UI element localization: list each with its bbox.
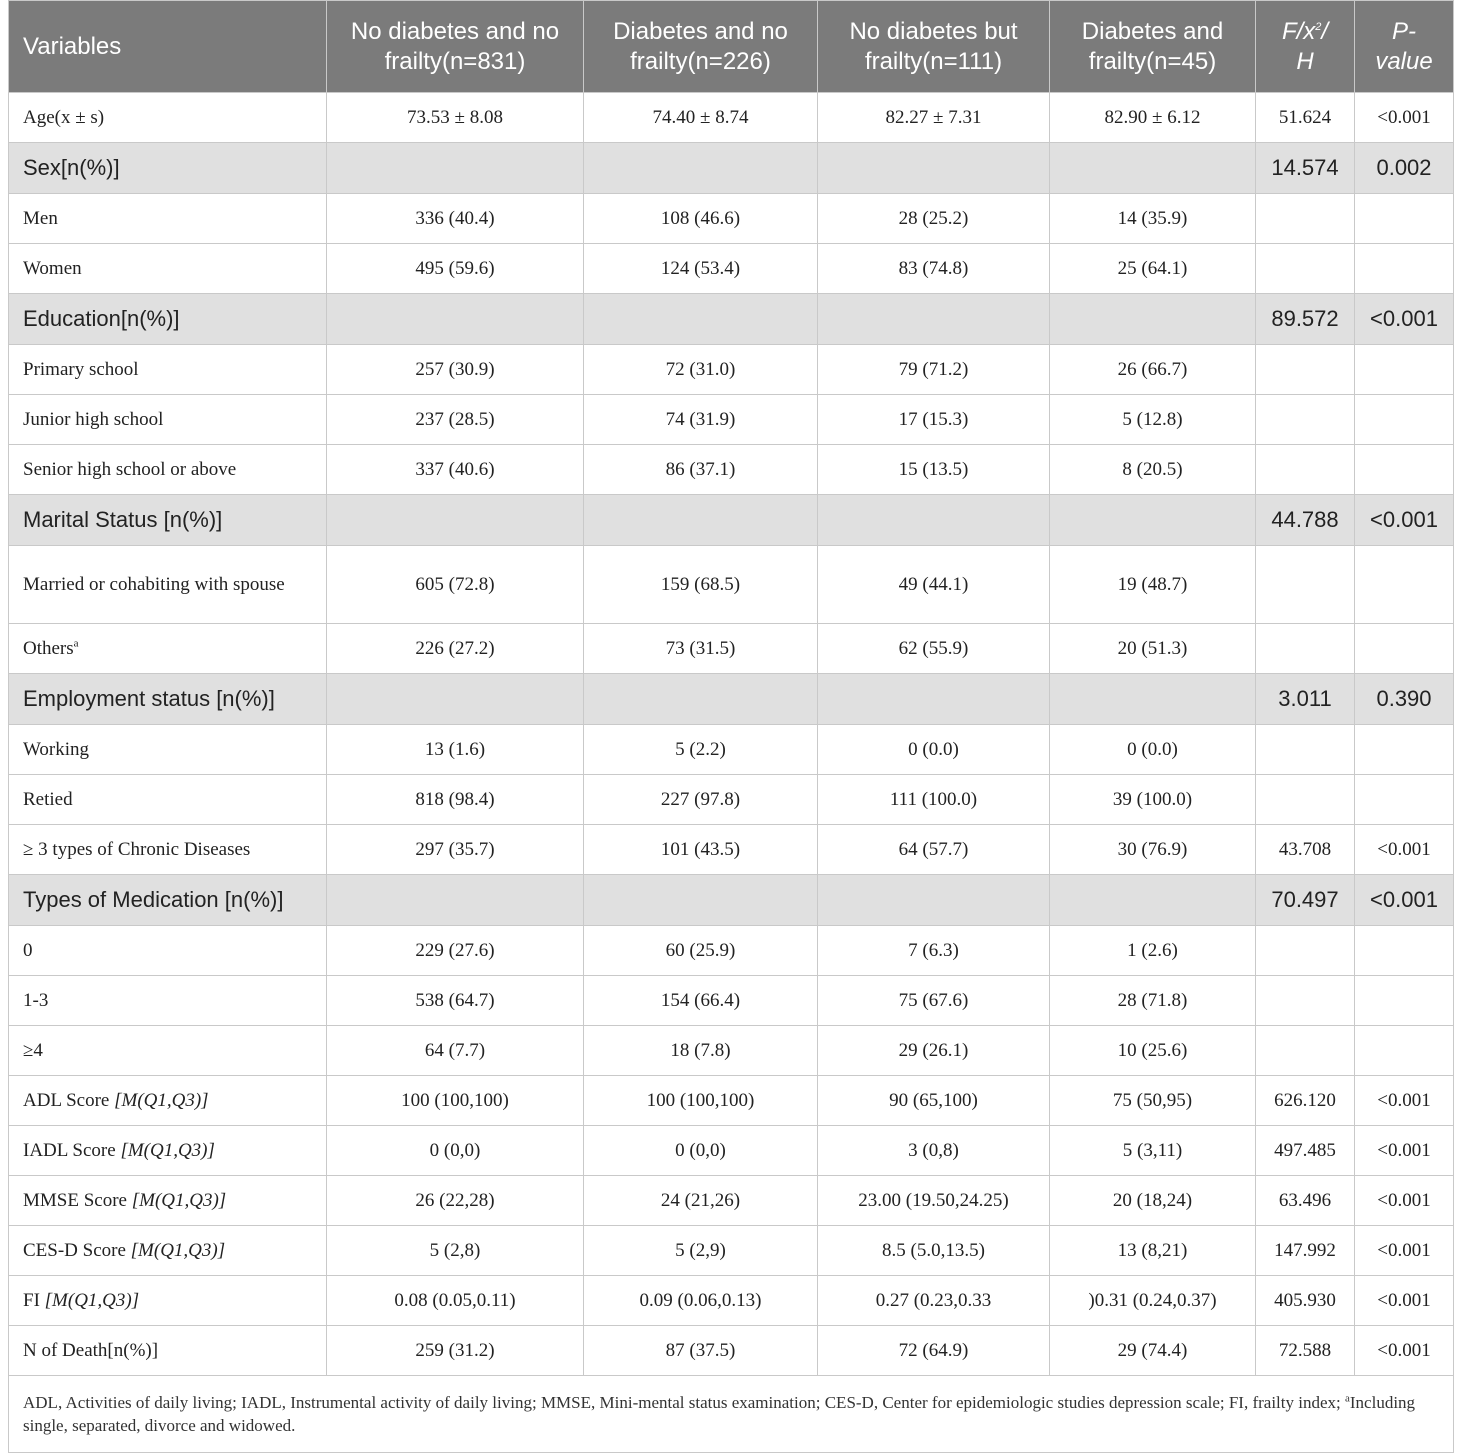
cell-g1: 100 (100,100) bbox=[327, 1076, 584, 1126]
cell-g1: 337 (40.6) bbox=[327, 445, 584, 495]
row-label: Working bbox=[9, 725, 327, 775]
cell-pvalue: <0.001 bbox=[1355, 1276, 1454, 1326]
cell-stat: 626.120 bbox=[1256, 1076, 1355, 1126]
table-row bbox=[9, 244, 1454, 294]
cell-stat: 43.708 bbox=[1256, 825, 1355, 875]
cell-g4: 20 (51.3) bbox=[1050, 624, 1256, 674]
table-row bbox=[9, 1176, 1454, 1226]
cell-pvalue: <0.001 bbox=[1355, 495, 1454, 546]
row-label: Others$^a$ bbox=[9, 624, 327, 674]
cell-g3: 15 (13.5) bbox=[818, 445, 1050, 495]
cell-g3: 83 (74.8) bbox=[818, 244, 1050, 294]
cell-g1: 237 (28.5) bbox=[327, 395, 584, 445]
cell-g3: 64 (57.7) bbox=[818, 825, 1050, 875]
cell-stat: 51.624 bbox=[1256, 93, 1355, 143]
table-container bbox=[8, 0, 1453, 1453]
cell-g4: 8 (20.5) bbox=[1050, 445, 1256, 495]
footnote: ADL, Activities of daily living; IADL, Instrumental activity of daily living; MMSE, Mini-mental status examination; CES-D, Center for epidemiologic studies depression scale; FI, frailty index; $^a$Including single, separated, divorce and widowed. bbox=[9, 1376, 1454, 1453]
row-label: IADL Score [M(Q1,Q3)] bbox=[9, 1126, 327, 1176]
table-row bbox=[9, 1326, 1454, 1376]
cell-g3: 62 (55.9) bbox=[818, 624, 1050, 674]
section-label: Employment status [n(%)] bbox=[9, 674, 327, 725]
cell-g3: 49 (44.1) bbox=[818, 546, 1050, 624]
cell-g3: 8.5 (5.0,13.5) bbox=[818, 1226, 1050, 1276]
row-label: Married or cohabiting with spouse bbox=[9, 546, 327, 624]
cell-stat: 405.930 bbox=[1256, 1276, 1355, 1326]
cell-g4: 28 (71.8) bbox=[1050, 976, 1256, 1026]
cell-g2: 74.40 ± 8.74 bbox=[584, 93, 818, 143]
table-row bbox=[9, 194, 1454, 244]
table-row bbox=[9, 926, 1454, 976]
cell-g2: 0.09 (0.06,0.13) bbox=[584, 1276, 818, 1326]
footnote-row bbox=[9, 1376, 1454, 1453]
cell-g1: 538 (64.7) bbox=[327, 976, 584, 1026]
cell-g2: 24 (21,26) bbox=[584, 1176, 818, 1226]
row-label: Senior high school or above bbox=[9, 445, 327, 495]
cell-stat: 44.788 bbox=[1256, 495, 1355, 546]
cell-g2: 5 (2.2) bbox=[584, 725, 818, 775]
row-label: MMSE Score [M(Q1,Q3)] bbox=[9, 1176, 327, 1226]
section-row bbox=[9, 143, 1454, 194]
table-row bbox=[9, 976, 1454, 1026]
cell-g1: 0 (0,0) bbox=[327, 1126, 584, 1176]
row-label: 1-3 bbox=[9, 976, 327, 1026]
cell-g2: 5 (2,9) bbox=[584, 1226, 818, 1276]
cell-g4: 82.90 ± 6.12 bbox=[1050, 93, 1256, 143]
cell-pvalue: <0.001 bbox=[1355, 1326, 1454, 1376]
cell-stat: 72.588 bbox=[1256, 1326, 1355, 1376]
cell-g2: 74 (31.9) bbox=[584, 395, 818, 445]
cell-g1: 605 (72.8) bbox=[327, 546, 584, 624]
cell-stat: 89.572 bbox=[1256, 294, 1355, 345]
cell-g2: 100 (100,100) bbox=[584, 1076, 818, 1126]
cell-pvalue: 0.002 bbox=[1355, 143, 1454, 194]
cell-g3: 0.27 (0.23,0.33 bbox=[818, 1276, 1050, 1326]
row-label: Retied bbox=[9, 775, 327, 825]
cell-g1: 73.53 ± 8.08 bbox=[327, 93, 584, 143]
section-row bbox=[9, 495, 1454, 546]
cell-g4: 39 (100.0) bbox=[1050, 775, 1256, 825]
cell-g3: 90 (65,100) bbox=[818, 1076, 1050, 1126]
row-label: ≥ 3 types of Chronic Diseases bbox=[9, 825, 327, 875]
cell-g1: 226 (27.2) bbox=[327, 624, 584, 674]
table-row bbox=[9, 1276, 1454, 1326]
row-label: ADL Score [M(Q1,Q3)] bbox=[9, 1076, 327, 1126]
cell-g4: 0 (0.0) bbox=[1050, 725, 1256, 775]
cell-g4: 30 (76.9) bbox=[1050, 825, 1256, 875]
row-label: Primary school bbox=[9, 345, 327, 395]
table-row bbox=[9, 395, 1454, 445]
cell-g1: 336 (40.4) bbox=[327, 194, 584, 244]
cell-stat: 14.574 bbox=[1256, 143, 1355, 194]
cell-g3: 111 (100.0) bbox=[818, 775, 1050, 825]
header-statistic: $F/x^2/$ H bbox=[1256, 1, 1355, 93]
cell-g3: 29 (26.1) bbox=[818, 1026, 1050, 1076]
cell-stat: 147.992 bbox=[1256, 1226, 1355, 1276]
row-label: Junior high school bbox=[9, 395, 327, 445]
cell-g4: 75 (50,95) bbox=[1050, 1076, 1256, 1126]
section-row bbox=[9, 294, 1454, 345]
cell-g1: 297 (35.7) bbox=[327, 825, 584, 875]
cell-g3: 72 (64.9) bbox=[818, 1326, 1050, 1376]
cell-g1: 257 (30.9) bbox=[327, 345, 584, 395]
cell-g3: 82.27 ± 7.31 bbox=[818, 93, 1050, 143]
cell-pvalue: <0.001 bbox=[1355, 1226, 1454, 1276]
cell-pvalue: <0.001 bbox=[1355, 93, 1454, 143]
cell-pvalue: <0.001 bbox=[1355, 294, 1454, 345]
cell-stat: 3.011 bbox=[1256, 674, 1355, 725]
cell-g2: 159 (68.5) bbox=[584, 546, 818, 624]
table-row bbox=[9, 546, 1454, 624]
cell-g1: 64 (7.7) bbox=[327, 1026, 584, 1076]
cell-g2: 72 (31.0) bbox=[584, 345, 818, 395]
row-label: ≥4 bbox=[9, 1026, 327, 1076]
cell-g4: 19 (48.7) bbox=[1050, 546, 1256, 624]
table-row bbox=[9, 345, 1454, 395]
section-label: Marital Status [n(%)] bbox=[9, 495, 327, 546]
cell-stat: 70.497 bbox=[1256, 875, 1355, 926]
cell-g3: 0 (0.0) bbox=[818, 725, 1050, 775]
cell-pvalue: <0.001 bbox=[1355, 875, 1454, 926]
table-row bbox=[9, 775, 1454, 825]
cell-pvalue: 0.390 bbox=[1355, 674, 1454, 725]
section-label: Education[n(%)] bbox=[9, 294, 327, 345]
table-row bbox=[9, 445, 1454, 495]
cell-g3: 28 (25.2) bbox=[818, 194, 1050, 244]
cell-g2: 87 (37.5) bbox=[584, 1326, 818, 1376]
cell-pvalue: <0.001 bbox=[1355, 825, 1454, 875]
cell-g3: 79 (71.2) bbox=[818, 345, 1050, 395]
cell-g3: 7 (6.3) bbox=[818, 926, 1050, 976]
header-row bbox=[9, 1, 1454, 93]
table-row bbox=[9, 725, 1454, 775]
cell-g1: 0.08 (0.05,0.11) bbox=[327, 1276, 584, 1326]
cell-g1: 259 (31.2) bbox=[327, 1326, 584, 1376]
cell-stat: 63.496 bbox=[1256, 1176, 1355, 1226]
row-label: CES-D Score [M(Q1,Q3)] bbox=[9, 1226, 327, 1276]
header-no-diabetes-frailty: No diabetes but frailty(n=111) bbox=[818, 1, 1050, 93]
cell-g4: 26 (66.7) bbox=[1050, 345, 1256, 395]
table-row bbox=[9, 1126, 1454, 1176]
section-label: Types of Medication [n(%)] bbox=[9, 875, 327, 926]
row-label: 0 bbox=[9, 926, 327, 976]
cell-g3: 75 (67.6) bbox=[818, 976, 1050, 1026]
row-label: Women bbox=[9, 244, 327, 294]
cell-g1: 495 (59.6) bbox=[327, 244, 584, 294]
cell-g4: 5 (3,11) bbox=[1050, 1126, 1256, 1176]
row-label: Age(x ± s) bbox=[9, 93, 327, 143]
cell-g1: 13 (1.6) bbox=[327, 725, 584, 775]
cell-g2: 60 (25.9) bbox=[584, 926, 818, 976]
cell-g4: 20 (18,24) bbox=[1050, 1176, 1256, 1226]
table-row bbox=[9, 1076, 1454, 1126]
cell-g4: 5 (12.8) bbox=[1050, 395, 1256, 445]
characteristics-table bbox=[8, 0, 1454, 1453]
cell-g4: 29 (74.4) bbox=[1050, 1326, 1256, 1376]
table-row bbox=[9, 825, 1454, 875]
cell-g2: 86 (37.1) bbox=[584, 445, 818, 495]
cell-g1: 5 (2,8) bbox=[327, 1226, 584, 1276]
cell-g3: 3 (0,8) bbox=[818, 1126, 1050, 1176]
cell-g4: )0.31 (0.24,0.37) bbox=[1050, 1276, 1256, 1326]
header-variables: Variables bbox=[9, 1, 327, 93]
cell-pvalue: <0.001 bbox=[1355, 1126, 1454, 1176]
cell-g4: 25 (64.1) bbox=[1050, 244, 1256, 294]
row-label: FI [M(Q1,Q3)] bbox=[9, 1276, 327, 1326]
cell-g4: 13 (8,21) bbox=[1050, 1226, 1256, 1276]
cell-g2: 154 (66.4) bbox=[584, 976, 818, 1026]
table-row bbox=[9, 1226, 1454, 1276]
section-row bbox=[9, 674, 1454, 725]
cell-g3: 17 (15.3) bbox=[818, 395, 1050, 445]
cell-g3: 23.00 (19.50,24.25) bbox=[818, 1176, 1050, 1226]
cell-pvalue: <0.001 bbox=[1355, 1076, 1454, 1126]
header-diabetes-no-frailty: Diabetes and no frailty(n=226) bbox=[584, 1, 818, 93]
header-pvalue: P-value bbox=[1355, 1, 1454, 93]
table-row bbox=[9, 624, 1454, 674]
cell-g4: 10 (25.6) bbox=[1050, 1026, 1256, 1076]
row-label: Men bbox=[9, 194, 327, 244]
table-row bbox=[9, 1026, 1454, 1076]
cell-g4: 14 (35.9) bbox=[1050, 194, 1256, 244]
cell-g2: 227 (97.8) bbox=[584, 775, 818, 825]
cell-g2: 73 (31.5) bbox=[584, 624, 818, 674]
cell-stat: 497.485 bbox=[1256, 1126, 1355, 1176]
cell-pvalue: <0.001 bbox=[1355, 1176, 1454, 1226]
row-label: N of Death[n(%)] bbox=[9, 1326, 327, 1376]
cell-g1: 229 (27.6) bbox=[327, 926, 584, 976]
section-label: Sex[n(%)] bbox=[9, 143, 327, 194]
header-no-diabetes-no-frailty: No diabetes and no frailty(n=831) bbox=[327, 1, 584, 93]
cell-g1: 26 (22,28) bbox=[327, 1176, 584, 1226]
cell-g2: 101 (43.5) bbox=[584, 825, 818, 875]
cell-g2: 18 (7.8) bbox=[584, 1026, 818, 1076]
header-diabetes-frailty: Diabetes and frailty(n=45) bbox=[1050, 1, 1256, 93]
cell-g4: 1 (2.6) bbox=[1050, 926, 1256, 976]
cell-g2: 0 (0,0) bbox=[584, 1126, 818, 1176]
cell-g2: 108 (46.6) bbox=[584, 194, 818, 244]
section-row bbox=[9, 875, 1454, 926]
table-row bbox=[9, 93, 1454, 143]
cell-g1: 818 (98.4) bbox=[327, 775, 584, 825]
cell-g2: 124 (53.4) bbox=[584, 244, 818, 294]
